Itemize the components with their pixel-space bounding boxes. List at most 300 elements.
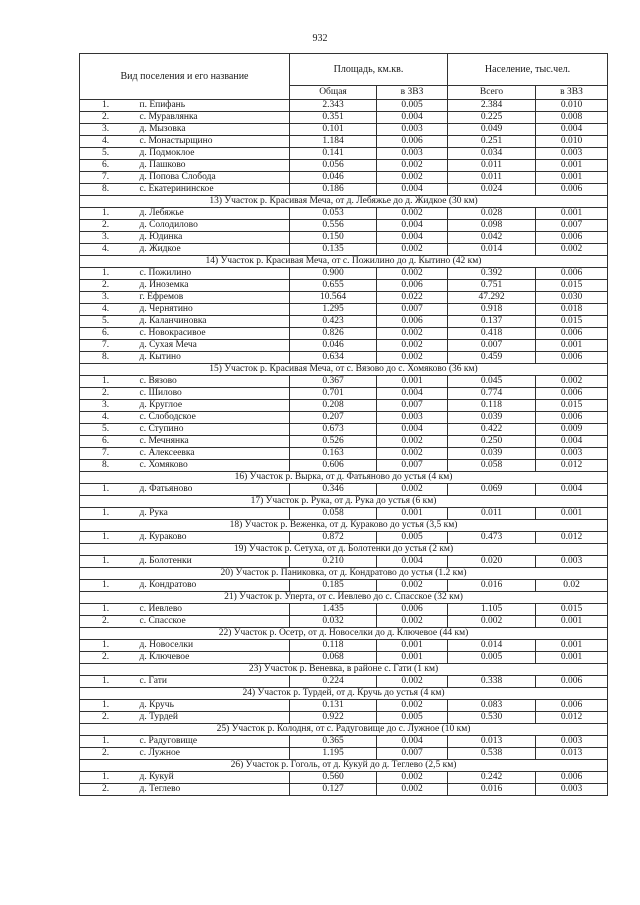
section-title: 24) Участок р. Турдей, от д. Кручь до устья (4 км): [80, 688, 608, 700]
section-row: [80, 724, 608, 736]
population-total: 0.024: [448, 184, 536, 196]
area-zvz: 0.001: [377, 376, 448, 388]
row-number: 3.: [80, 292, 138, 304]
population-total: 0.098: [448, 220, 536, 232]
area-total: 0.207: [290, 412, 377, 424]
population-total: 0.020: [448, 556, 536, 568]
row-number: 7.: [80, 340, 138, 352]
population-total: 0.014: [448, 244, 536, 256]
row-number: 7.: [80, 172, 138, 184]
table-body: [80, 100, 608, 796]
area-total: 0.367: [290, 376, 377, 388]
area-total: 1.184: [290, 136, 377, 148]
table-row: [80, 508, 608, 520]
table-row: [80, 376, 608, 388]
area-total: 0.135: [290, 244, 377, 256]
row-number: 3.: [80, 400, 138, 412]
settlement-name: д. Новоселки: [138, 640, 290, 652]
settlement-name: д. Солодилово: [138, 220, 290, 232]
population-total: 0.016: [448, 784, 536, 796]
area-total: 0.224: [290, 676, 377, 688]
area-total: 0.346: [290, 484, 377, 496]
section-row: [80, 592, 608, 604]
table-row: [80, 484, 608, 496]
area-zvz: 0.002: [377, 676, 448, 688]
population-total: 0.418: [448, 328, 536, 340]
area-zvz: 0.004: [377, 388, 448, 400]
page-number: 932: [312, 33, 328, 44]
population-zvz: 0.006: [536, 352, 608, 364]
row-number: 4.: [80, 304, 138, 316]
table-row: [80, 160, 608, 172]
area-zvz: 0.022: [377, 292, 448, 304]
row-number: 4.: [80, 136, 138, 148]
population-zvz: 0.006: [536, 700, 608, 712]
section-title: 15) Участок р. Красивая Меча, от с. Вязово до с. Хомяково (36 км): [80, 364, 608, 376]
table-row: [80, 352, 608, 364]
table-row: [80, 424, 608, 436]
row-number: 1.: [80, 772, 138, 784]
settlement-name: д. Ключевое: [138, 652, 290, 664]
section-title: 26) Участок р. Гоголь, от д. Кукуй до д. Теглево (2,5 км): [80, 760, 608, 772]
row-number: 5.: [80, 148, 138, 160]
population-zvz: 0.006: [536, 328, 608, 340]
settlement-name: с. Екатерининское: [138, 184, 290, 196]
table-row: [80, 400, 608, 412]
population-zvz: 0.012: [536, 712, 608, 724]
section-title: 19) Участок р. Сетуха, от д. Болотенки до устья (2 км): [80, 544, 608, 556]
area-zvz: 0.006: [377, 316, 448, 328]
table-row: [80, 172, 608, 184]
settlement-name: с. Мечнянка: [138, 436, 290, 448]
population-zvz: 0.015: [536, 604, 608, 616]
area-zvz: 0.004: [377, 736, 448, 748]
population-total: 0.013: [448, 736, 536, 748]
population-zvz: 0.004: [536, 484, 608, 496]
population-total: 0.007: [448, 340, 536, 352]
area-zvz: 0.004: [377, 424, 448, 436]
row-number: 8.: [80, 352, 138, 364]
row-number: 1.: [80, 700, 138, 712]
row-number: 1.: [80, 736, 138, 748]
area-total: 0.655: [290, 280, 377, 292]
area-zvz: 0.002: [377, 700, 448, 712]
section-row: [80, 364, 608, 376]
population-zvz: 0.030: [536, 292, 608, 304]
row-number: 3.: [80, 232, 138, 244]
area-zvz: 0.002: [377, 484, 448, 496]
population-zvz: 0.006: [536, 412, 608, 424]
area-zvz: 0.002: [377, 436, 448, 448]
area-zvz: 0.005: [377, 100, 448, 112]
section-row: [80, 664, 608, 676]
row-number: 1.: [80, 484, 138, 496]
section-title: 16) Участок р. Вырка, от д. Фатьяново до устья (4 км): [80, 472, 608, 484]
population-zvz: 0.006: [536, 184, 608, 196]
table-row: [80, 604, 608, 616]
population-total: 47.292: [448, 292, 536, 304]
area-total: 0.056: [290, 160, 377, 172]
table-row: [80, 556, 608, 568]
row-number: 1.: [80, 676, 138, 688]
area-total: 0.606: [290, 460, 377, 472]
area-total: 0.673: [290, 424, 377, 436]
row-number: 6.: [80, 436, 138, 448]
area-zvz: 0.007: [377, 304, 448, 316]
row-number: 1.: [80, 532, 138, 544]
area-total: 0.351: [290, 112, 377, 124]
area-zvz: 0.005: [377, 712, 448, 724]
table-row: [80, 532, 608, 544]
population-total: 0.069: [448, 484, 536, 496]
row-number: 1.: [80, 376, 138, 388]
population-zvz: 0.001: [536, 172, 608, 184]
area-zvz: 0.002: [377, 160, 448, 172]
population-total: 0.045: [448, 376, 536, 388]
population-zvz: 0.006: [536, 388, 608, 400]
settlements-table: [79, 53, 608, 796]
area-zvz: 0.004: [377, 220, 448, 232]
area-zvz: 0.002: [377, 448, 448, 460]
settlement-name: д. Лебяжье: [138, 208, 290, 220]
table-row: [80, 580, 608, 592]
row-number: 1.: [80, 100, 138, 112]
population-zvz: 0.003: [536, 784, 608, 796]
population-total: 0.083: [448, 700, 536, 712]
table-row: [80, 292, 608, 304]
area-zvz: 0.007: [377, 460, 448, 472]
population-zvz: 0.001: [536, 640, 608, 652]
settlement-name: с. Хомяково: [138, 460, 290, 472]
row-number: 1.: [80, 556, 138, 568]
table-row: [80, 700, 608, 712]
population-zvz: 0.018: [536, 304, 608, 316]
section-title: 20) Участок р. Паниковка, от д. Кондратово до устья (1.2 км): [80, 568, 608, 580]
area-zvz: 0.006: [377, 280, 448, 292]
settlement-name: д. Чернятино: [138, 304, 290, 316]
section-title: 17) Участок р. Рука, от д. Рука до устья (6 км): [80, 496, 608, 508]
settlement-name: с. Иевлево: [138, 604, 290, 616]
section-row: [80, 544, 608, 556]
population-total: 0.039: [448, 412, 536, 424]
area-zvz: 0.002: [377, 352, 448, 364]
area-total: 0.046: [290, 172, 377, 184]
table-row: [80, 712, 608, 724]
area-total: 0.560: [290, 772, 377, 784]
table-row: [80, 244, 608, 256]
settlement-name: с. Радуговище: [138, 736, 290, 748]
settlement-name: д. Кытино: [138, 352, 290, 364]
population-total: 0.751: [448, 280, 536, 292]
settlement-name: с. Гати: [138, 676, 290, 688]
header-pop-zvz: в ЗВЗ: [536, 86, 608, 100]
row-number: 5.: [80, 424, 138, 436]
settlement-name: с. Ступино: [138, 424, 290, 436]
population-total: 0.002: [448, 616, 536, 628]
population-total: 0.473: [448, 532, 536, 544]
settlement-name: д. Кукуй: [138, 772, 290, 784]
settlement-name: д. Фатьяново: [138, 484, 290, 496]
settlement-name: д. Турдей: [138, 712, 290, 724]
population-zvz: 0.013: [536, 748, 608, 760]
table-row: [80, 388, 608, 400]
settlement-name: д. Подмоклое: [138, 148, 290, 160]
population-total: 0.225: [448, 112, 536, 124]
population-total: 0.049: [448, 124, 536, 136]
table-row: [80, 184, 608, 196]
population-zvz: 0.006: [536, 232, 608, 244]
population-total: 1.105: [448, 604, 536, 616]
table-row: [80, 460, 608, 472]
population-total: 0.538: [448, 748, 536, 760]
row-number: 2.: [80, 616, 138, 628]
section-title: 22) Участок р. Осетр, от д. Новоселки до д. Ключевое (44 км): [80, 628, 608, 640]
population-zvz: 0.009: [536, 424, 608, 436]
settlement-name: д. Болотенки: [138, 556, 290, 568]
area-zvz: 0.006: [377, 136, 448, 148]
population-zvz: 0.010: [536, 100, 608, 112]
row-number: 2.: [80, 280, 138, 292]
settlement-name: д. Каланчиновка: [138, 316, 290, 328]
area-total: 0.131: [290, 700, 377, 712]
population-total: 0.392: [448, 268, 536, 280]
population-total: 0.459: [448, 352, 536, 364]
table-row: [80, 616, 608, 628]
section-title: 14) Участок р. Красивая Меча, от с. Пожилино до д. Кытино (42 км): [80, 256, 608, 268]
area-total: 0.141: [290, 148, 377, 160]
table-row: [80, 220, 608, 232]
population-zvz: 0.008: [536, 112, 608, 124]
table-row: [80, 328, 608, 340]
area-total: 0.068: [290, 652, 377, 664]
population-zvz: 0.006: [536, 268, 608, 280]
header-area: Площадь, км.кв.: [290, 54, 448, 86]
row-number: 2.: [80, 712, 138, 724]
section-title: 23) Участок р. Веневка, в районе с. Гати (1 км): [80, 664, 608, 676]
population-total: 0.338: [448, 676, 536, 688]
population-total: 0.774: [448, 388, 536, 400]
section-row: [80, 688, 608, 700]
area-zvz: 0.002: [377, 772, 448, 784]
population-zvz: 0.001: [536, 340, 608, 352]
table-row: [80, 784, 608, 796]
population-zvz: 0.002: [536, 244, 608, 256]
population-total: 0.242: [448, 772, 536, 784]
table-row: [80, 316, 608, 328]
settlement-name: д. Сухая Меча: [138, 340, 290, 352]
table-row: [80, 772, 608, 784]
area-total: 0.872: [290, 532, 377, 544]
population-total: 0.014: [448, 640, 536, 652]
area-zvz: 0.001: [377, 640, 448, 652]
row-number: 5.: [80, 316, 138, 328]
settlement-name: с. Слободское: [138, 412, 290, 424]
area-total: 0.826: [290, 328, 377, 340]
area-total: 0.058: [290, 508, 377, 520]
row-number: 2.: [80, 112, 138, 124]
row-number: 7.: [80, 448, 138, 460]
settlement-name: д. Кураково: [138, 532, 290, 544]
settlement-name: с. Шилово: [138, 388, 290, 400]
area-zvz: 0.007: [377, 400, 448, 412]
settlement-name: г. Ефремов: [138, 292, 290, 304]
section-title: 25) Участок р. Колодня, от с. Радуговище до с. Лужное (10 км): [80, 724, 608, 736]
area-zvz: 0.004: [377, 184, 448, 196]
population-zvz: 0.003: [536, 556, 608, 568]
table-row: [80, 100, 608, 112]
area-zvz: 0.002: [377, 172, 448, 184]
area-zvz: 0.003: [377, 148, 448, 160]
area-zvz: 0.002: [377, 580, 448, 592]
population-zvz: 0.001: [536, 208, 608, 220]
header-area-zvz: в ЗВЗ: [377, 86, 448, 100]
table-row: [80, 232, 608, 244]
population-total: 2.384: [448, 100, 536, 112]
population-zvz: 0.006: [536, 676, 608, 688]
area-total: 0.101: [290, 124, 377, 136]
section-row: [80, 520, 608, 532]
population-total: 0.042: [448, 232, 536, 244]
table-row: [80, 736, 608, 748]
population-zvz: 0.007: [536, 220, 608, 232]
row-number: 3.: [80, 124, 138, 136]
population-total: 0.251: [448, 136, 536, 148]
population-total: 0.422: [448, 424, 536, 436]
section-title: 18) Участок р. Веженка, от д. Кураково до устья (3,5 км): [80, 520, 608, 532]
area-zvz: 0.002: [377, 340, 448, 352]
area-total: 0.210: [290, 556, 377, 568]
header-area-total: Общая: [290, 86, 377, 100]
population-zvz: 0.015: [536, 316, 608, 328]
settlement-name: с. Вязово: [138, 376, 290, 388]
population-total: 0.011: [448, 160, 536, 172]
area-zvz: 0.004: [377, 232, 448, 244]
section-row: [80, 196, 608, 208]
settlement-name: с. Монастырщино: [138, 136, 290, 148]
area-total: 2.343: [290, 100, 377, 112]
section-row: [80, 256, 608, 268]
settlement-name: д. Рука: [138, 508, 290, 520]
population-zvz: 0.012: [536, 460, 608, 472]
settlement-name: с. Новокрасивое: [138, 328, 290, 340]
table-row: [80, 652, 608, 664]
table-row: [80, 676, 608, 688]
row-number: 1.: [80, 580, 138, 592]
settlement-name: д. Кручь: [138, 700, 290, 712]
area-total: 0.163: [290, 448, 377, 460]
settlement-name: д. Кондратово: [138, 580, 290, 592]
table-row: [80, 148, 608, 160]
population-zvz: 0.02: [536, 580, 608, 592]
table-row: [80, 208, 608, 220]
row-number: 2.: [80, 388, 138, 400]
row-number: 1.: [80, 640, 138, 652]
area-total: 0.185: [290, 580, 377, 592]
header-pop-total: Всего: [448, 86, 536, 100]
settlement-name: д. Теглево: [138, 784, 290, 796]
row-number: 6.: [80, 160, 138, 172]
area-total: 0.556: [290, 220, 377, 232]
section-title: 13) Участок р. Красивая Меча, от д. Лебяжье до д. Жидкое (30 км): [80, 196, 608, 208]
population-zvz: 0.004: [536, 124, 608, 136]
area-total: 1.435: [290, 604, 377, 616]
area-total: 0.053: [290, 208, 377, 220]
population-zvz: 0.004: [536, 436, 608, 448]
area-total: 10.564: [290, 292, 377, 304]
table-row: [80, 412, 608, 424]
settlement-name: с. Алексеевка: [138, 448, 290, 460]
table-row: [80, 640, 608, 652]
population-total: 0.028: [448, 208, 536, 220]
section-row: [80, 472, 608, 484]
section-title: 21) Участок р. Уперта, от с. Иевлево до с. Спасское (32 км): [80, 592, 608, 604]
area-total: 0.701: [290, 388, 377, 400]
area-zvz: 0.002: [377, 784, 448, 796]
population-total: 0.039: [448, 448, 536, 460]
area-total: 0.032: [290, 616, 377, 628]
area-zvz: 0.004: [377, 112, 448, 124]
population-zvz: 0.002: [536, 376, 608, 388]
settlement-name: с. Муравлянка: [138, 112, 290, 124]
area-total: 0.365: [290, 736, 377, 748]
area-total: 0.127: [290, 784, 377, 796]
table-row: [80, 268, 608, 280]
population-total: 0.137: [448, 316, 536, 328]
area-total: 1.295: [290, 304, 377, 316]
area-total: 0.046: [290, 340, 377, 352]
population-zvz: 0.003: [536, 148, 608, 160]
section-row: [80, 496, 608, 508]
table-row: [80, 112, 608, 124]
area-zvz: 0.006: [377, 604, 448, 616]
area-zvz: 0.003: [377, 412, 448, 424]
area-total: 0.186: [290, 184, 377, 196]
area-zvz: 0.003: [377, 124, 448, 136]
population-zvz: 0.001: [536, 160, 608, 172]
population-total: 0.011: [448, 508, 536, 520]
table-row: [80, 136, 608, 148]
area-total: 0.118: [290, 640, 377, 652]
header-row: [80, 54, 608, 86]
header-population: Население, тыс.чел.: [448, 54, 608, 86]
population-total: 0.016: [448, 580, 536, 592]
population-zvz: 0.001: [536, 652, 608, 664]
area-zvz: 0.002: [377, 244, 448, 256]
row-number: 1.: [80, 604, 138, 616]
population-total: 0.058: [448, 460, 536, 472]
area-zvz: 0.004: [377, 556, 448, 568]
table-row: [80, 280, 608, 292]
row-number: 8.: [80, 184, 138, 196]
area-total: 0.634: [290, 352, 377, 364]
row-number: 1.: [80, 508, 138, 520]
population-total: 0.011: [448, 172, 536, 184]
area-zvz: 0.002: [377, 268, 448, 280]
settlement-name: д. Мызовка: [138, 124, 290, 136]
population-zvz: 0.003: [536, 448, 608, 460]
settlement-name: д. Иноземка: [138, 280, 290, 292]
area-zvz: 0.001: [377, 652, 448, 664]
area-total: 0.526: [290, 436, 377, 448]
row-number: 6.: [80, 328, 138, 340]
row-number: 2.: [80, 784, 138, 796]
area-zvz: 0.002: [377, 328, 448, 340]
row-number: 1.: [80, 268, 138, 280]
table-row: [80, 124, 608, 136]
settlement-name: с. Спасское: [138, 616, 290, 628]
area-total: 0.922: [290, 712, 377, 724]
table-row: [80, 448, 608, 460]
